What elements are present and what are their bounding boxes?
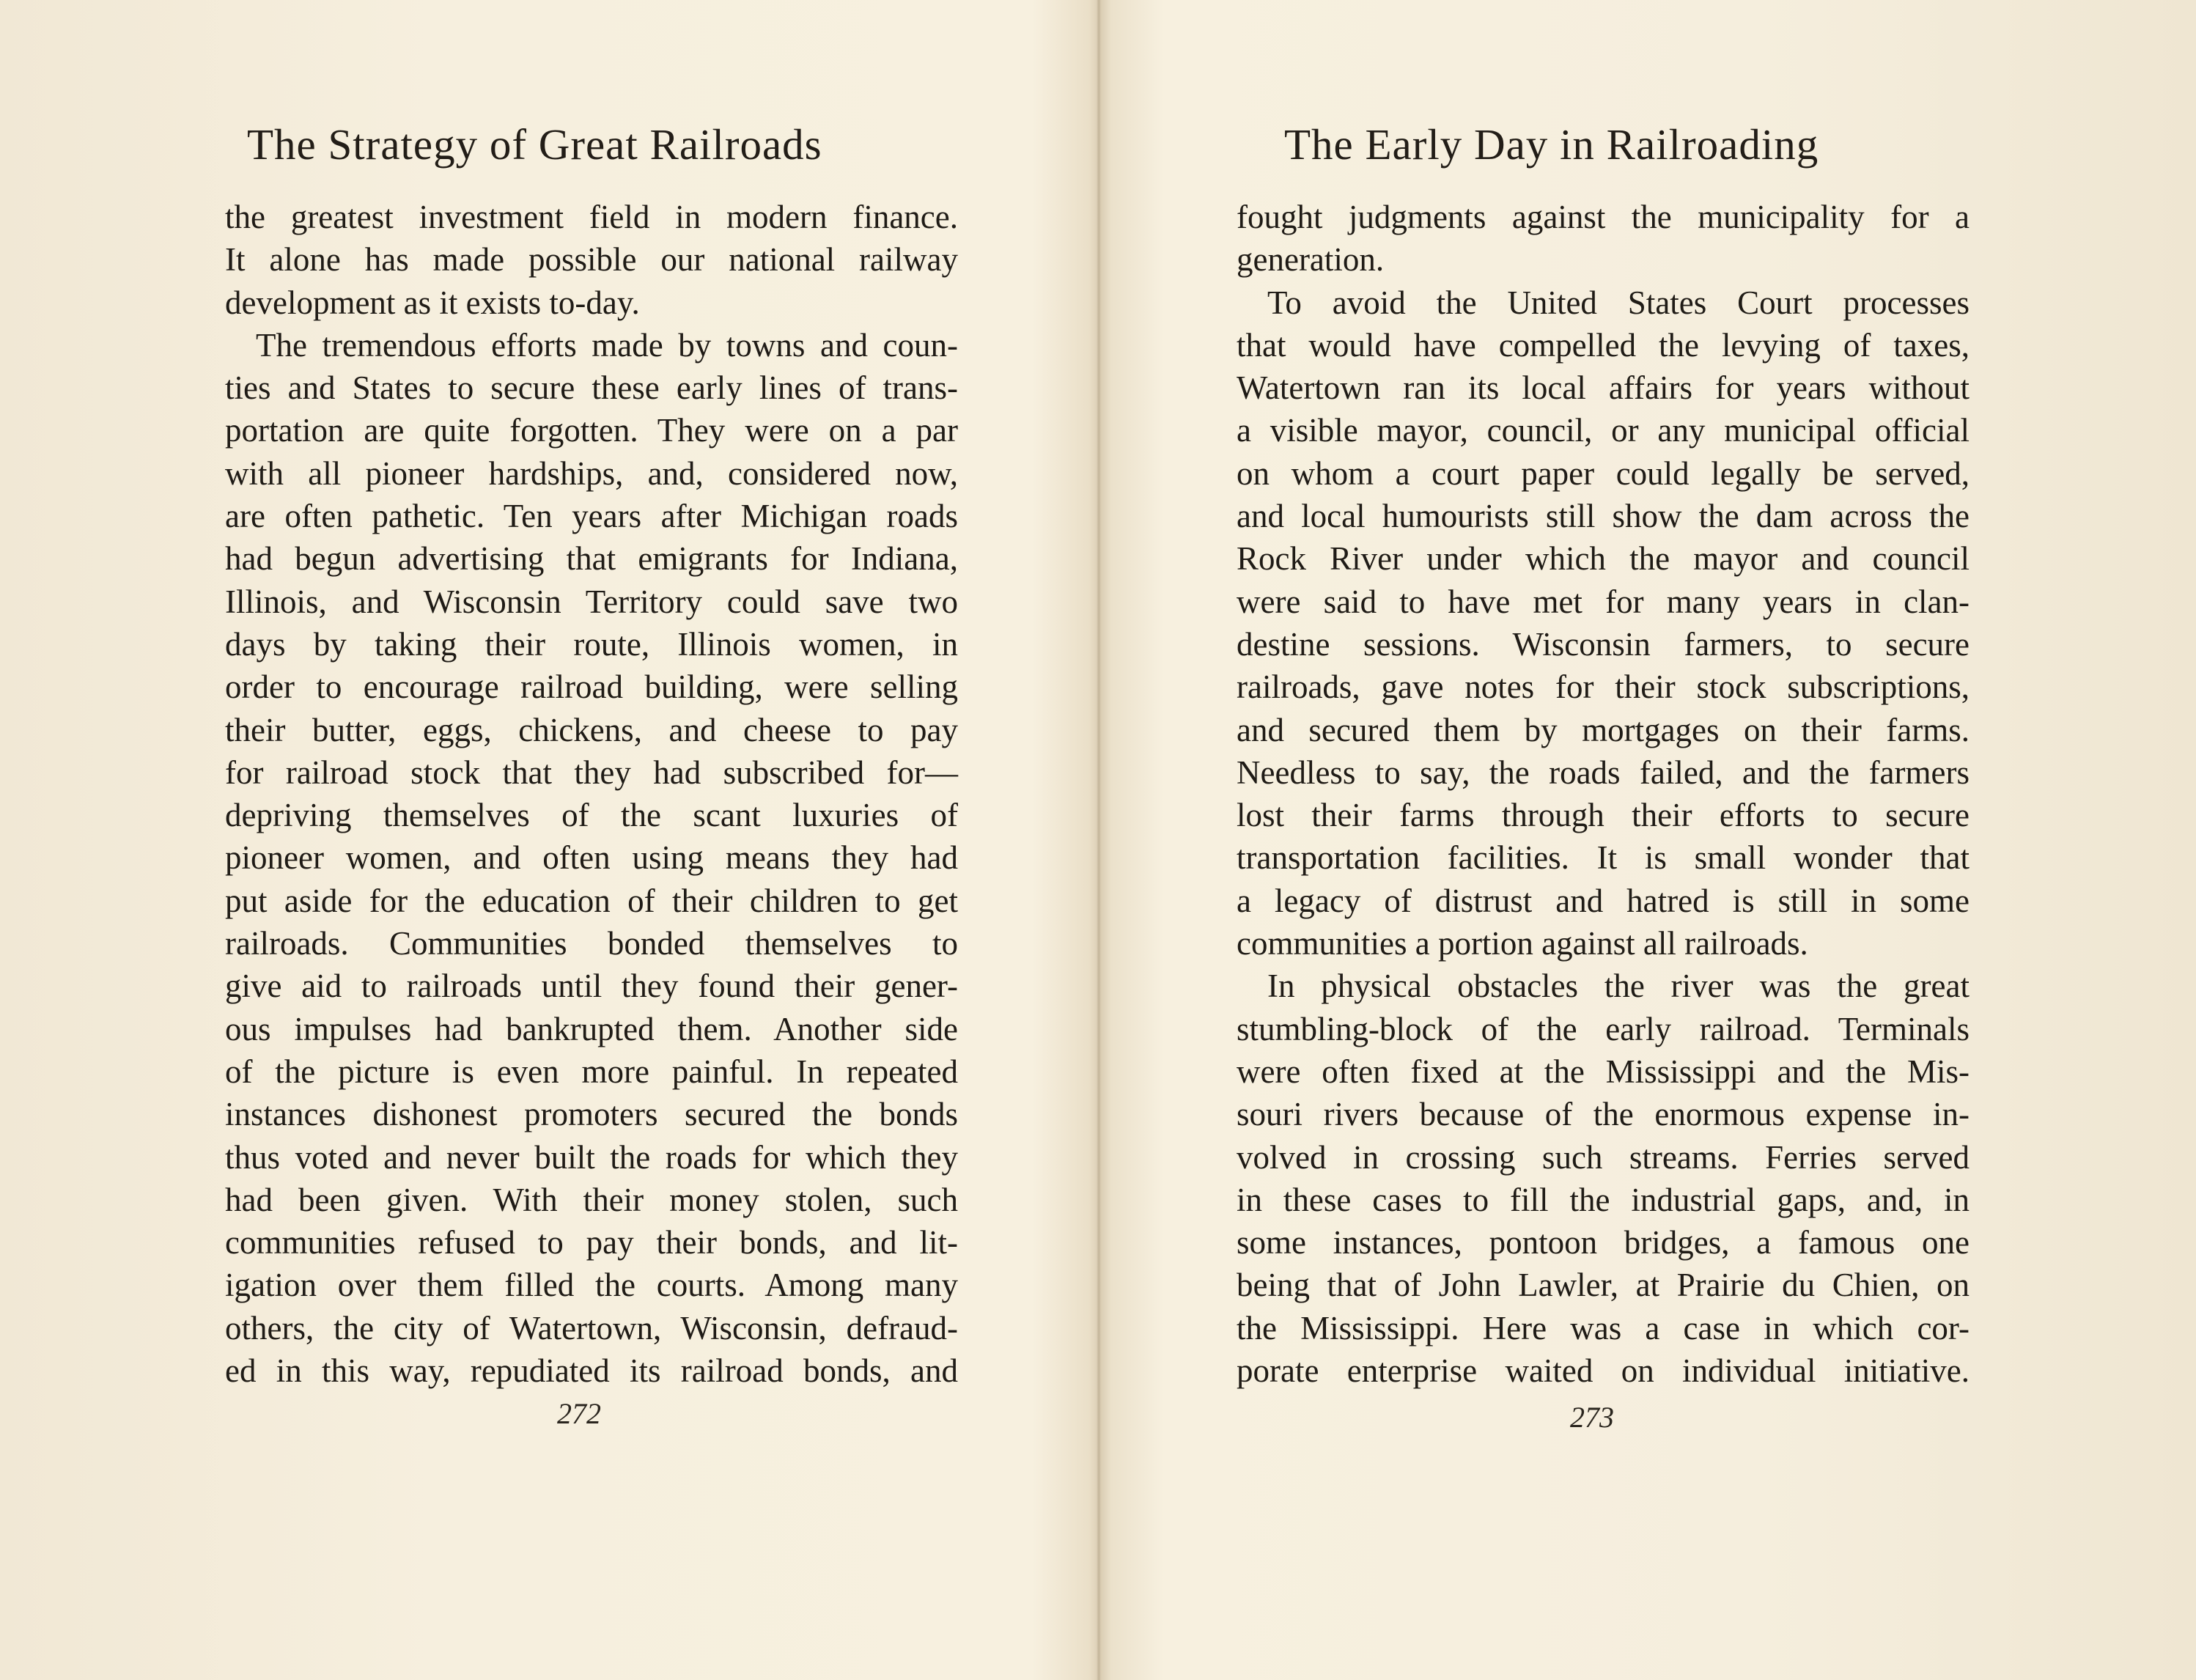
text-line: the greatest investment field in modern finance. [225,199,958,235]
text-line: order to encourage railroad building, were selling [225,668,958,706]
left-page [0,0,1097,1680]
text-line: destine sessions. Wisconsin farmers, to secure [1237,625,1970,663]
text-line: depriving themselves of the scant luxuries of [225,797,958,834]
text-line: for railroad stock that they had subscribed for— [225,754,958,791]
text-line: transportation facilities. It is small wonder that [1237,839,1970,877]
text-line: development as it exists to-day. [225,284,640,321]
text-line: put aside for the education of their children to get [225,882,958,919]
text-line: volved in crossing such streams. Ferries served [1237,1138,1970,1176]
text-line: were often fixed at the Mississippi and the Mis- [1237,1053,1970,1090]
text-line: To avoid the United States Court processes [1267,284,1970,321]
text-line: generation. [1237,241,1385,279]
text-line: and local humourists still show the dam across the [1237,498,1970,535]
text-line: being that of John Lawler, at Prairie du Chien, on [1237,1267,1970,1304]
text-line: and secured them by mortgages on their farms. [1237,711,1970,748]
page-number: 272 [557,1397,601,1430]
text-line: portation are quite forgotten. They were on a par [225,412,958,449]
text-line: that would have compelled the levying of taxes, [1237,326,1970,364]
text-line: Illinois, and Wisconsin Territory could save two [225,583,958,620]
text-line: others, the city of Watertown, Wisconsin, defraud- [225,1309,958,1346]
text-line: It alone has made possible our national railway [225,241,958,279]
text-line: instances dishonest promoters secured the bonds [225,1096,958,1133]
text-line: had begun advertising that emigrants for Indiana, [225,540,958,578]
text-line: their butter, eggs, chickens, and cheese to pay [225,711,958,748]
text-line: communities a portion against all railroads. [1237,925,1808,962]
text-line: pioneer women, and often using means they had [225,839,958,877]
text-line: in these cases to fill the industrial gaps, and, in [1237,1181,1970,1218]
text-line: Needless to say, the roads failed, and the farmers [1237,754,1970,791]
text-line: ous impulses had bankrupted them. Another side [225,1010,958,1047]
text-line: railroads, gave notes for their stock subscriptions, [1237,668,1970,706]
text-line: ed in this way, repudiated its railroad bonds, and [225,1352,958,1390]
text-line: The tremendous efforts made by towns and coun- [256,326,958,364]
text-line: In physical obstacles the river was the great [1267,968,1970,1005]
text-line: some instances, pontoon bridges, a famous one [1237,1224,1970,1261]
body-text [1237,196,1970,1392]
body-text [225,196,958,1392]
text-line: igation over them filled the courts. Among many [225,1267,958,1304]
text-line: Rock River under which the mayor and council [1237,540,1970,578]
running-head: The Strategy of Great Railroads [247,120,822,169]
page-number: 273 [1570,1401,1614,1434]
text-line: give aid to railroads until they found their gener- [225,968,958,1005]
right-page [1101,0,2196,1680]
text-line: are often pathetic. Ten years after Michigan roads [225,498,958,535]
text-line: porate enterprise waited on individual initiative. [1237,1352,1970,1390]
text-line: souri rivers because of the enormous expense in- [1237,1096,1970,1133]
running-head: The Early Day in Railroading [1284,120,1819,169]
text-line: railroads. Communities bonded themselves to [225,925,958,962]
text-line: of the picture is even more painful. In repeated [225,1053,958,1090]
text-line: a legacy of distrust and hatred is still in some [1237,882,1970,919]
text-line: thus voted and never built the roads for which they [225,1138,958,1176]
text-line: communities refused to pay their bonds, and lit- [225,1224,958,1261]
text-line: the Mississippi. Here was a case in which cor- [1237,1309,1970,1346]
text-line: stumbling-block of the early railroad. Terminals [1237,1010,1970,1047]
text-line: with all pioneer hardships, and, considered now, [225,454,958,492]
text-line: had been given. With their money stolen, such [225,1181,958,1218]
text-line: lost their farms through their efforts to secure [1237,797,1970,834]
text-line: were said to have met for many years in clan- [1237,583,1970,620]
text-line: ties and States to secure these early lines of trans- [225,369,958,407]
text-line: days by taking their route, Illinois women, in [225,625,958,663]
text-line: a visible mayor, council, or any municipal official [1237,412,1970,449]
text-line: on whom a court paper could legally be served, [1237,454,1970,492]
text-line: fought judgments against the municipality for a [1237,199,1970,235]
text-line: Watertown ran its local affairs for years without [1237,369,1970,407]
